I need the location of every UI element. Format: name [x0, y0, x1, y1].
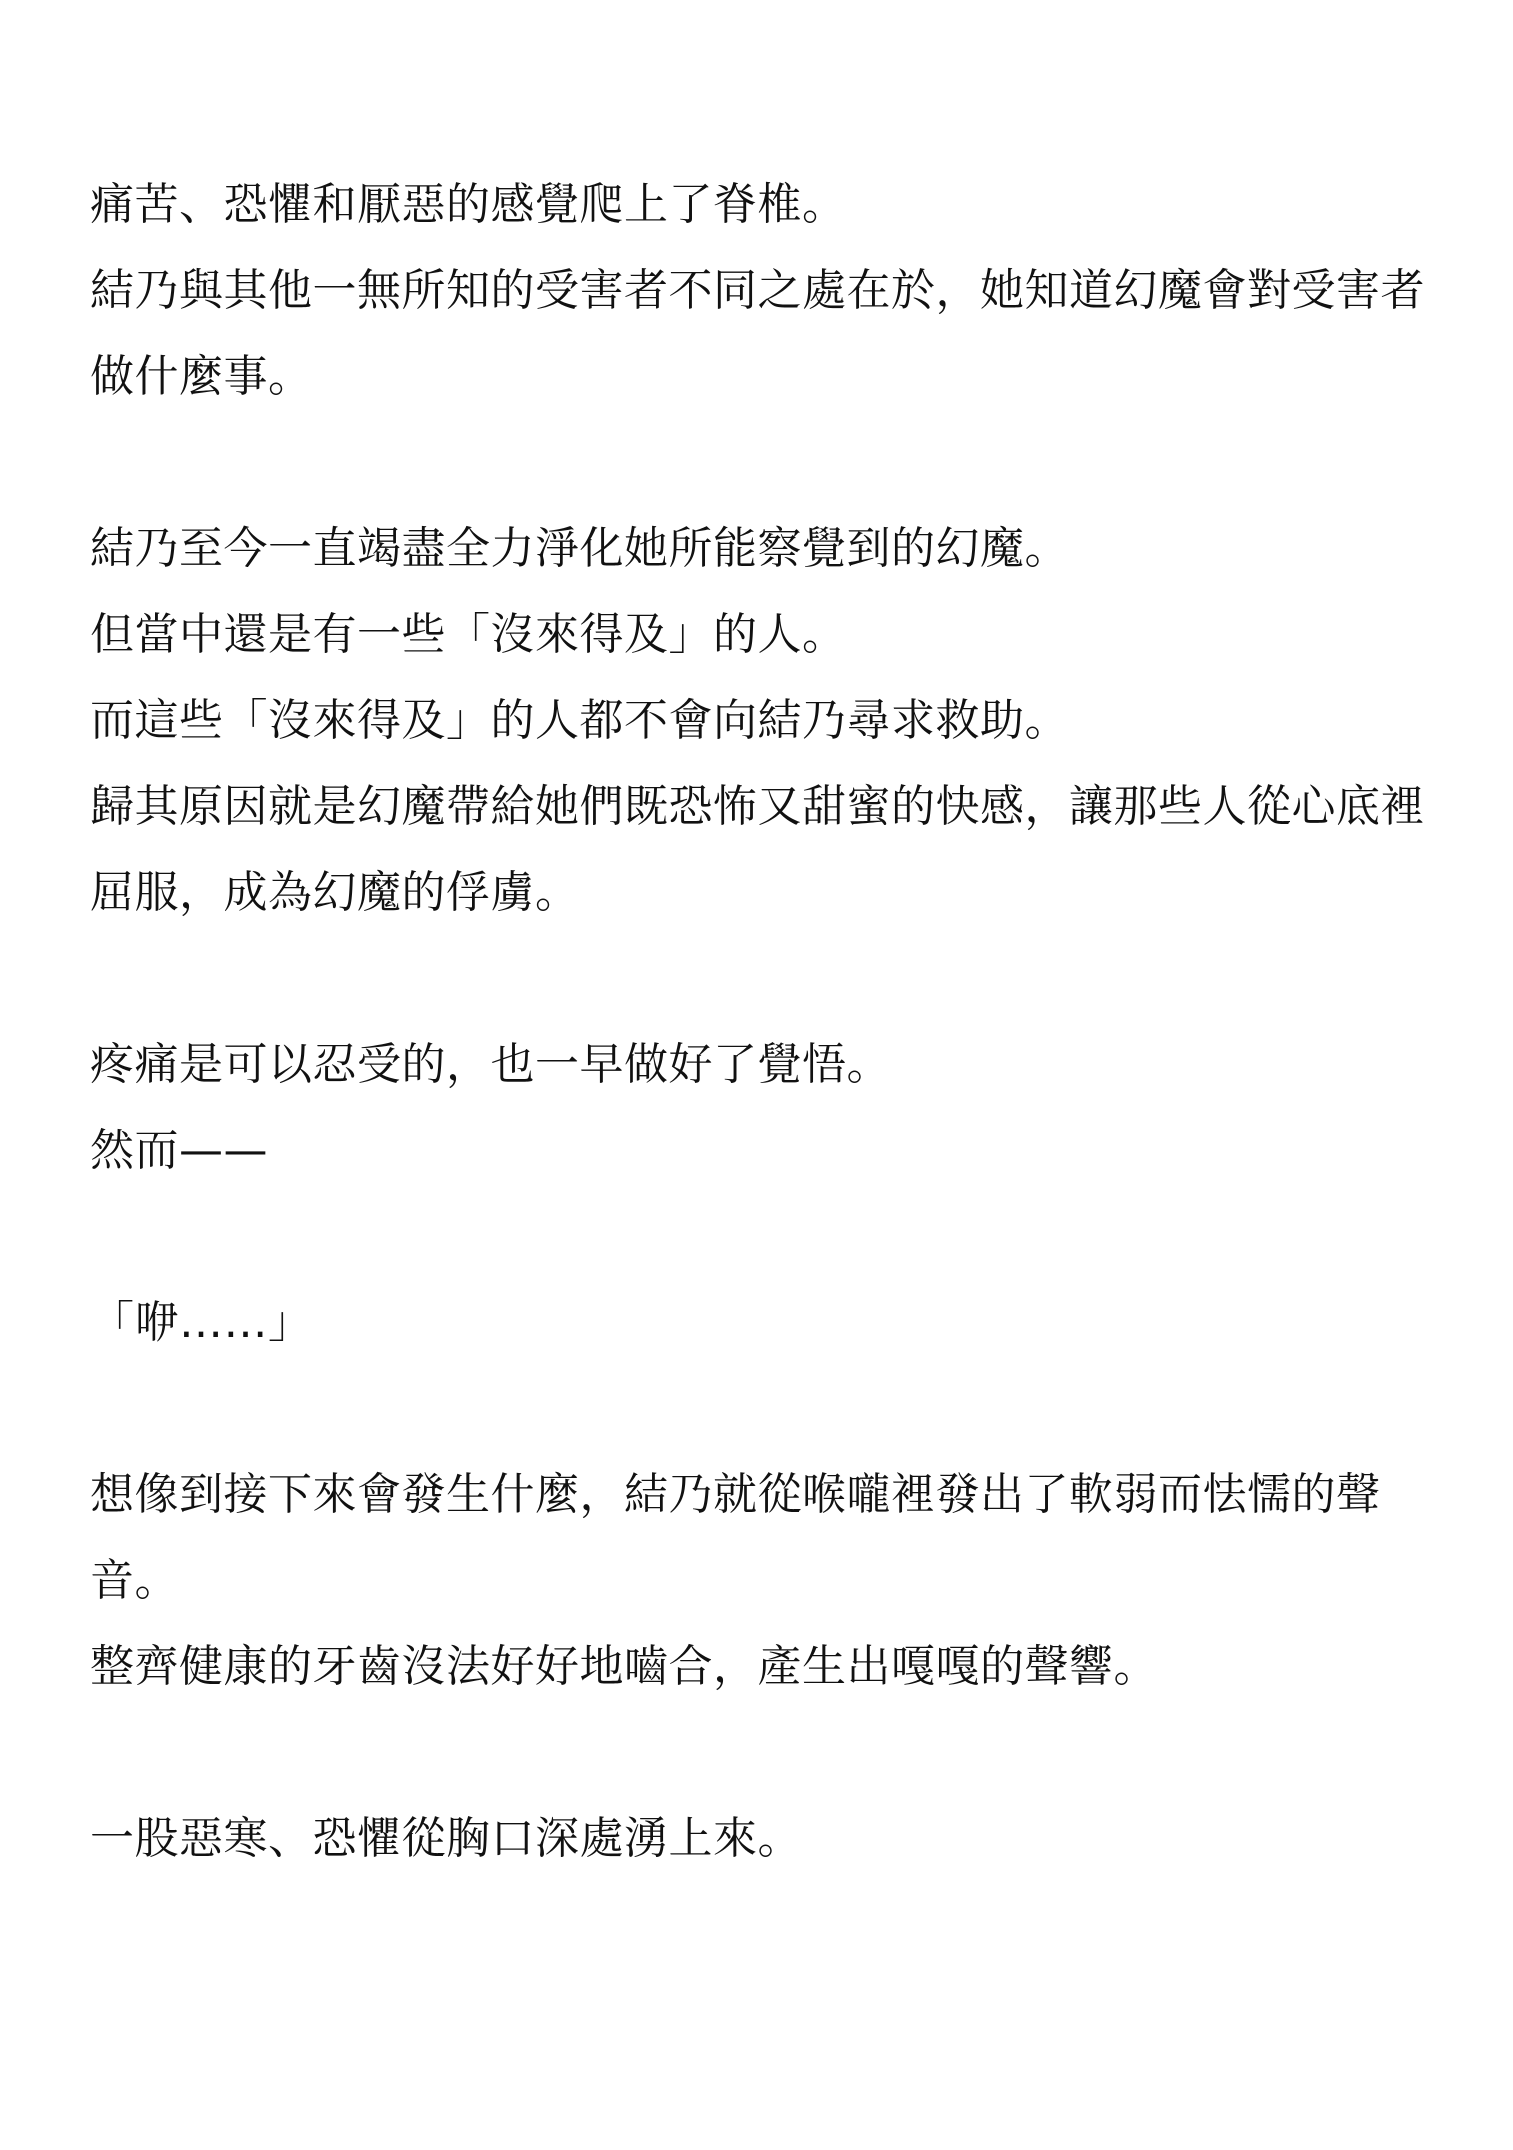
paragraph-2 — [90, 506, 1435, 936]
text-line: 結乃至今一直竭盡全力淨化她所能察覺到的幻魔。 — [90, 523, 1069, 574]
dialogue-line: 「咿……」 — [90, 1297, 313, 1348]
paragraph-3 — [90, 1022, 1435, 1194]
text-line: 然而—— — [90, 1125, 268, 1176]
paragraph-6 — [90, 1796, 1435, 1882]
text-line: 結乃與其他一無所知的受害者不同之處在於，她知道幻魔會對受害者做什麼事。 — [90, 265, 1425, 402]
text-line: 想像到接下來會發生什麼，結乃就從喉嚨裡發出了軟弱而怯懦的聲音。 — [90, 1469, 1381, 1606]
text-line: 歸其原因就是幻魔帶給她們既恐怖又甜蜜的快感，讓那些人從心底裡屈服，成為幻魔的俘虜。 — [90, 781, 1425, 918]
text-line: 痛苦、恐懼和厭惡的感覺爬上了脊椎。 — [90, 179, 847, 230]
text-line: 整齊健康的牙齒沒法好好地嚙合，產生出嘎嘎的聲響。 — [90, 1641, 1158, 1692]
text-line: 但當中還是有一些「沒來得及」的人。 — [90, 609, 847, 660]
text-line: 一股惡寒、恐懼從胸口深處湧上來。 — [90, 1813, 802, 1864]
paragraph-5 — [90, 1452, 1435, 1710]
text-line: 疼痛是可以忍受的，也一早做好了覺悟。 — [90, 1039, 891, 1090]
text-line: 而這些「沒來得及」的人都不會向結乃尋求救助。 — [90, 695, 1069, 746]
paragraph-4 — [90, 1280, 1435, 1366]
paragraph-1 — [90, 162, 1435, 420]
body-text — [90, 162, 1435, 1882]
